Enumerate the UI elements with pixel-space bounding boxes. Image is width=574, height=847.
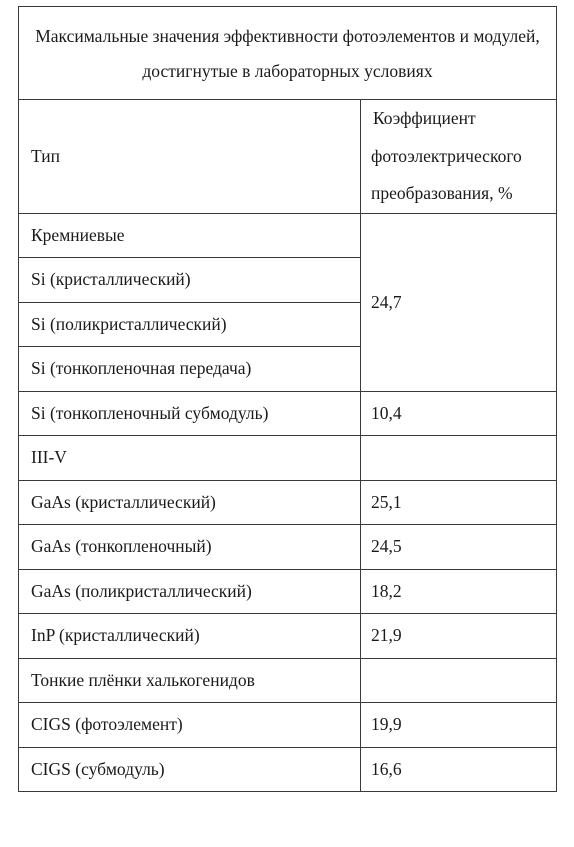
table-row-value [361, 658, 557, 703]
table-row-type: CIGS (субмодуль) [19, 747, 361, 792]
table-row-type: III-V [19, 436, 361, 481]
header-coef-line-3: преобразования, % [371, 183, 513, 203]
table-row-type: Si (кристаллический) [19, 258, 361, 303]
table-row-value: 16,6 [361, 747, 557, 792]
table-row-type: Кремниевые [19, 213, 361, 258]
table-caption [19, 7, 557, 100]
header-type: Тип [19, 100, 361, 214]
table-row-type: Si (тонкопленочная передача) [19, 347, 361, 392]
table-row-type: CIGS (фотоэлемент) [19, 703, 361, 748]
efficiency-table [18, 6, 557, 792]
table-row-value [361, 436, 557, 481]
table-row-type: GaAs (тонкопленочный) [19, 525, 361, 570]
table-row-value: 10,4 [361, 391, 557, 436]
header-coef-line-1: Коэффициент [373, 108, 476, 128]
table-row-type: Si (тонкопленочный субмодуль) [19, 391, 361, 436]
header-coefficient [361, 100, 557, 214]
table-row-type: GaAs (поликристаллический) [19, 569, 361, 614]
table-row-value: 24,5 [361, 525, 557, 570]
table-row-value: 21,9 [361, 614, 557, 659]
table-row-type: InP (кристаллический) [19, 614, 361, 659]
table-row-value: 24,7 [361, 213, 557, 391]
caption-line-2: достигнутые в лабораторных условиях [142, 61, 433, 81]
table-row-type: GaAs (кристаллический) [19, 480, 361, 525]
table-row-value: 25,1 [361, 480, 557, 525]
table-row-value: 18,2 [361, 569, 557, 614]
table-row-type: Si (поликристаллический) [19, 302, 361, 347]
table-row-type: Тонкие плёнки халькогенидов [19, 658, 361, 703]
header-coef-line-2: фотоэлектрического [371, 145, 522, 166]
caption-line-1: Максимальные значения эффективности фотоэлементов и модулей, [35, 26, 540, 46]
table-row-value: 19,9 [361, 703, 557, 748]
